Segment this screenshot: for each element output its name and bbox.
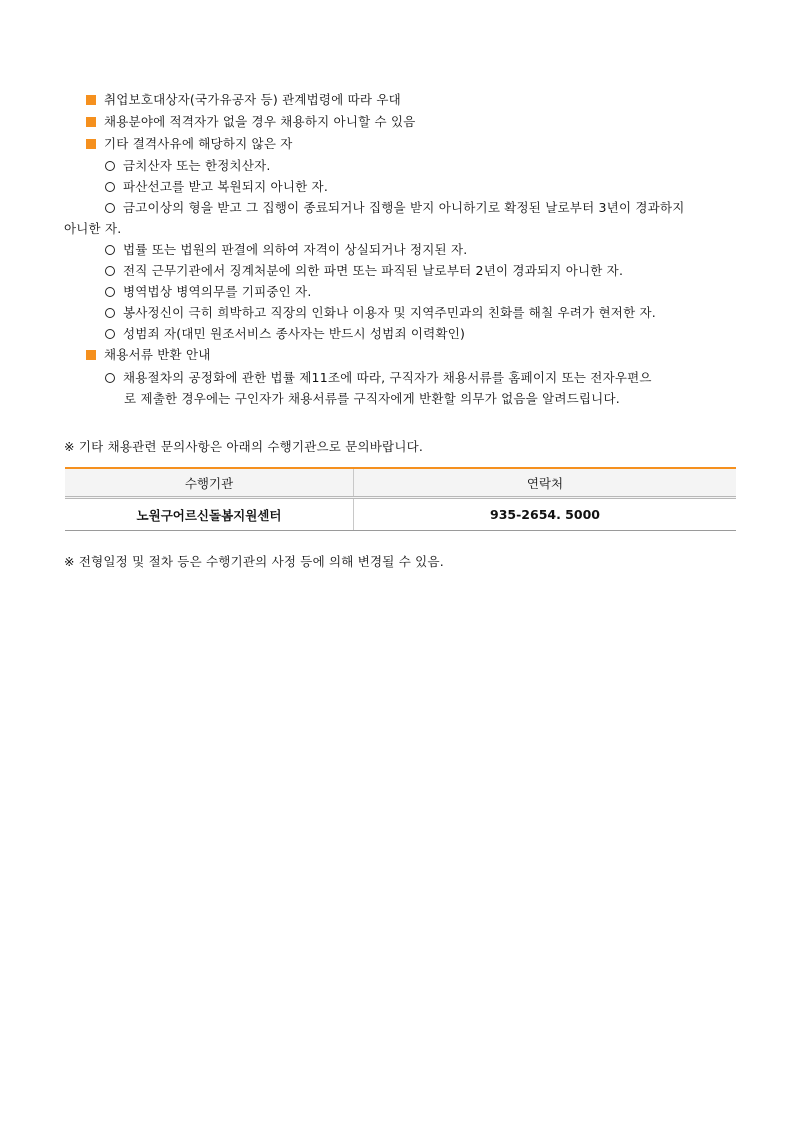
orange-square-bullet-icon bbox=[86, 117, 96, 127]
orange-square-bullet-icon bbox=[86, 350, 96, 360]
circle-bullet-icon bbox=[105, 373, 115, 383]
list-item bbox=[105, 305, 656, 321]
list-item bbox=[105, 263, 623, 279]
section-text: 기타 결격사유에 해당하지 않은 자 bbox=[104, 136, 293, 151]
list-item-text: 파산선고를 받고 복원되지 아니한 자. bbox=[123, 179, 328, 194]
circle-bullet-icon bbox=[105, 182, 115, 192]
circle-bullet-icon bbox=[105, 308, 115, 318]
section-text: 채용분야에 적격자가 없을 경우 채용하지 아니할 수 있음 bbox=[104, 114, 416, 129]
list-item-text: 법률 또는 법원의 판결에 의하여 자격이 상실되거나 정지된 자. bbox=[123, 242, 468, 257]
list-item-text: 로 제출한 경우에는 구인자가 채용서류를 구직자에게 반환할 의무가 없음을 알려드립니다. bbox=[124, 391, 620, 406]
orange-square-bullet-icon bbox=[86, 95, 96, 105]
orange-square-bullet-icon bbox=[86, 139, 96, 149]
list-item bbox=[105, 242, 467, 258]
column-header: 수행기관 bbox=[65, 468, 354, 498]
contact-table bbox=[65, 467, 736, 531]
column-header: 연락처 bbox=[354, 468, 737, 498]
list-item-text: 아니한 자. bbox=[64, 221, 122, 236]
list-item-text: 성범죄 자(대민 원조서비스 종사자는 반드시 성범죄 이력확인) bbox=[123, 326, 466, 341]
section-text: 취업보호대상자(국가유공자 등) 관계법령에 따라 우대 bbox=[104, 92, 401, 107]
section-preference bbox=[86, 92, 401, 108]
table-header-row bbox=[65, 468, 736, 498]
phone-cell: 935-2654. 5000 bbox=[354, 498, 737, 531]
list-item bbox=[105, 200, 685, 216]
circle-bullet-icon bbox=[105, 287, 115, 297]
list-item bbox=[105, 370, 652, 386]
list-item-text: 전직 근무기관에서 징계처분에 의한 파면 또는 파직된 날로부터 2년이 경과되지 아니한 자. bbox=[123, 263, 624, 278]
list-item bbox=[105, 326, 465, 342]
footer-note: ※ 전형일정 및 절차 등은 수행기관의 사정 등에 의해 변경될 수 있음. bbox=[64, 554, 444, 569]
section-no-hire bbox=[86, 114, 416, 130]
list-item-text: 병역법상 병역의무를 기피중인 자. bbox=[123, 284, 312, 299]
table-row bbox=[65, 498, 736, 531]
list-item bbox=[105, 284, 312, 300]
list-item-continuation bbox=[124, 391, 620, 407]
list-item-text: 금치산자 또는 한정치산자. bbox=[123, 158, 271, 173]
inquiry-note: ※ 기타 채용관련 문의사항은 아래의 수행기관으로 문의바랍니다. bbox=[64, 439, 424, 454]
list-item-text: 금고이상의 형을 받고 그 집행이 종료되거나 집행을 받지 아니하기로 확정된 날로부터 3년이 경과하지 bbox=[123, 200, 685, 215]
section-document-return bbox=[86, 347, 211, 363]
section-text: 채용서류 반환 안내 bbox=[104, 347, 211, 362]
list-item-continuation bbox=[64, 221, 121, 237]
circle-bullet-icon bbox=[105, 203, 115, 213]
circle-bullet-icon bbox=[105, 245, 115, 255]
circle-bullet-icon bbox=[105, 329, 115, 339]
list-item bbox=[105, 158, 271, 174]
circle-bullet-icon bbox=[105, 266, 115, 276]
agency-cell: 노원구어르신돌봄지원센터 bbox=[65, 498, 354, 531]
section-disqualification bbox=[86, 136, 293, 152]
list-item-text: 채용절차의 공정화에 관한 법률 제11조에 따라, 구직자가 채용서류를 홈페이지 또는 전자우편으 bbox=[123, 370, 652, 385]
list-item bbox=[105, 179, 328, 195]
list-item-text: 봉사정신이 극히 희박하고 직장의 인화나 이용자 및 지역주민과의 친화를 해칠 우려가 현저한 자. bbox=[123, 305, 656, 320]
circle-bullet-icon bbox=[105, 161, 115, 171]
